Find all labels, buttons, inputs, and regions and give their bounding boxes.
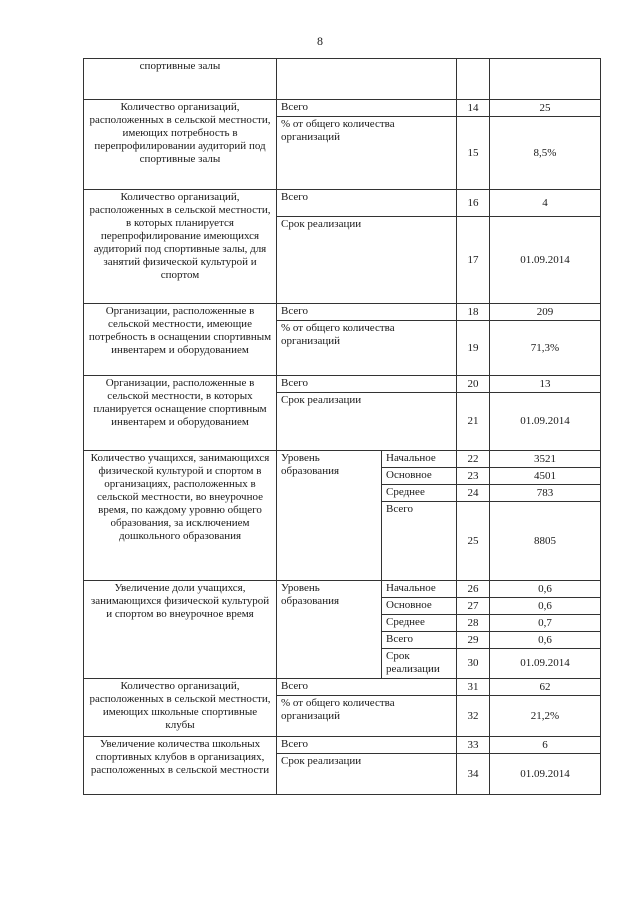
row-number: 23: [457, 468, 490, 485]
attribute-cell: Всего: [277, 737, 457, 754]
value-cell: 6: [490, 737, 601, 754]
value-cell: 25: [490, 100, 601, 117]
table-row: [84, 190, 601, 217]
value-cell: 0,7: [490, 615, 601, 632]
value-cell: 0,6: [490, 581, 601, 598]
page-number: 8: [317, 34, 323, 48]
table-row: [84, 581, 601, 598]
indicators-table: [83, 58, 601, 795]
attribute-cell: % от общего количества организаций: [277, 321, 457, 376]
value-cell: 209: [490, 304, 601, 321]
row-number: 33: [457, 737, 490, 754]
attribute-cell: Всего: [277, 190, 457, 217]
table-row: [84, 304, 601, 321]
attribute-cell: Срок реализации: [277, 754, 457, 795]
attribute-cell: Уровень образования: [277, 581, 382, 679]
level-cell: Основное: [382, 598, 457, 615]
row-number: 22: [457, 451, 490, 468]
value-cell: 21,2%: [490, 696, 601, 737]
value-cell: 01.09.2014: [490, 649, 601, 679]
indicator-label: Количество организаций, расположенных в сельской местности, имеющих школьные спортивные клубы: [84, 679, 277, 737]
table-row: [84, 59, 601, 100]
indicator-label: Организации, расположенные в сельской местности, в которых планируется оснащение спортивным инвентарем и оборудованием: [84, 376, 277, 451]
row-number: 15: [457, 117, 490, 190]
attribute-cell: % от общего количества организаций: [277, 117, 457, 190]
value-cell: 13: [490, 376, 601, 393]
table-row: [84, 737, 601, 754]
indicator-label: спортивные залы: [84, 59, 277, 100]
value-cell: 01.09.2014: [490, 217, 601, 304]
value-cell: 8,5%: [490, 117, 601, 190]
row-number: 20: [457, 376, 490, 393]
level-cell: Всего: [382, 502, 457, 581]
indicator-label: Количество учащихся, занимающихся физической культурой и спортом в организациях, расположенных в сельской местности, во внеурочное время, по каждому уровню общего образования, за исключением дошкольного образования: [84, 451, 277, 581]
value-cell: 62: [490, 679, 601, 696]
row-number: 16: [457, 190, 490, 217]
level-cell: Среднее: [382, 485, 457, 502]
value-cell: [490, 59, 601, 100]
value-cell: 0,6: [490, 632, 601, 649]
row-number: 31: [457, 679, 490, 696]
attribute-cell: Всего: [277, 679, 457, 696]
attribute-cell: Уровень образования: [277, 451, 382, 581]
table-row: [84, 376, 601, 393]
value-cell: 3521: [490, 451, 601, 468]
value-cell: 0,6: [490, 598, 601, 615]
attribute-cell: Срок реализации: [277, 393, 457, 451]
level-cell: Начальное: [382, 581, 457, 598]
value-cell: 01.09.2014: [490, 393, 601, 451]
level-cell: Среднее: [382, 615, 457, 632]
row-number: 17: [457, 217, 490, 304]
value-cell: 8805: [490, 502, 601, 581]
row-number: 14: [457, 100, 490, 117]
row-number: 18: [457, 304, 490, 321]
row-number: 34: [457, 754, 490, 795]
level-cell: Срок реализации: [382, 649, 457, 679]
row-number: 24: [457, 485, 490, 502]
value-cell: 01.09.2014: [490, 754, 601, 795]
indicator-label: Увеличение доли учащихся, занимающихся физической культурой и спортом во внеурочное время: [84, 581, 277, 679]
indicator-label: Количество организаций, расположенных в сельской местности, в которых планируется перепрофилирование имеющихся аудиторий под спортивные залы, для занятий физической культурой и спортом: [84, 190, 277, 304]
attribute-cell: % от общего количества организаций: [277, 696, 457, 737]
value-cell: 4501: [490, 468, 601, 485]
row-number: [457, 59, 490, 100]
row-number: 19: [457, 321, 490, 376]
row-number: 27: [457, 598, 490, 615]
row-number: 30: [457, 649, 490, 679]
attribute-cell: Всего: [277, 304, 457, 321]
row-number: 26: [457, 581, 490, 598]
value-cell: 783: [490, 485, 601, 502]
attribute-cell: [277, 59, 457, 100]
row-number: 32: [457, 696, 490, 737]
attribute-cell: Всего: [277, 376, 457, 393]
table-row: [84, 451, 601, 468]
row-number: 29: [457, 632, 490, 649]
value-cell: 71,3%: [490, 321, 601, 376]
attribute-cell: Срок реализации: [277, 217, 457, 304]
level-cell: Всего: [382, 632, 457, 649]
indicator-label: Количество организаций, расположенных в сельской местности, имеющих потребность в перепрофилировании аудиторий под спортивные залы: [84, 100, 277, 190]
level-cell: Основное: [382, 468, 457, 485]
indicator-label: Организации, расположенные в сельской местности, имеющие потребность в оснащении спортивным инвентарем и оборудованием: [84, 304, 277, 376]
row-number: 21: [457, 393, 490, 451]
level-cell: Начальное: [382, 451, 457, 468]
table-row: [84, 679, 601, 696]
attribute-cell: Всего: [277, 100, 457, 117]
table-row: [84, 100, 601, 117]
row-number: 28: [457, 615, 490, 632]
value-cell: 4: [490, 190, 601, 217]
indicator-label: Увеличение количества школьных спортивных клубов в организациях, расположенных в сельской местности: [84, 737, 277, 795]
row-number: 25: [457, 502, 490, 581]
